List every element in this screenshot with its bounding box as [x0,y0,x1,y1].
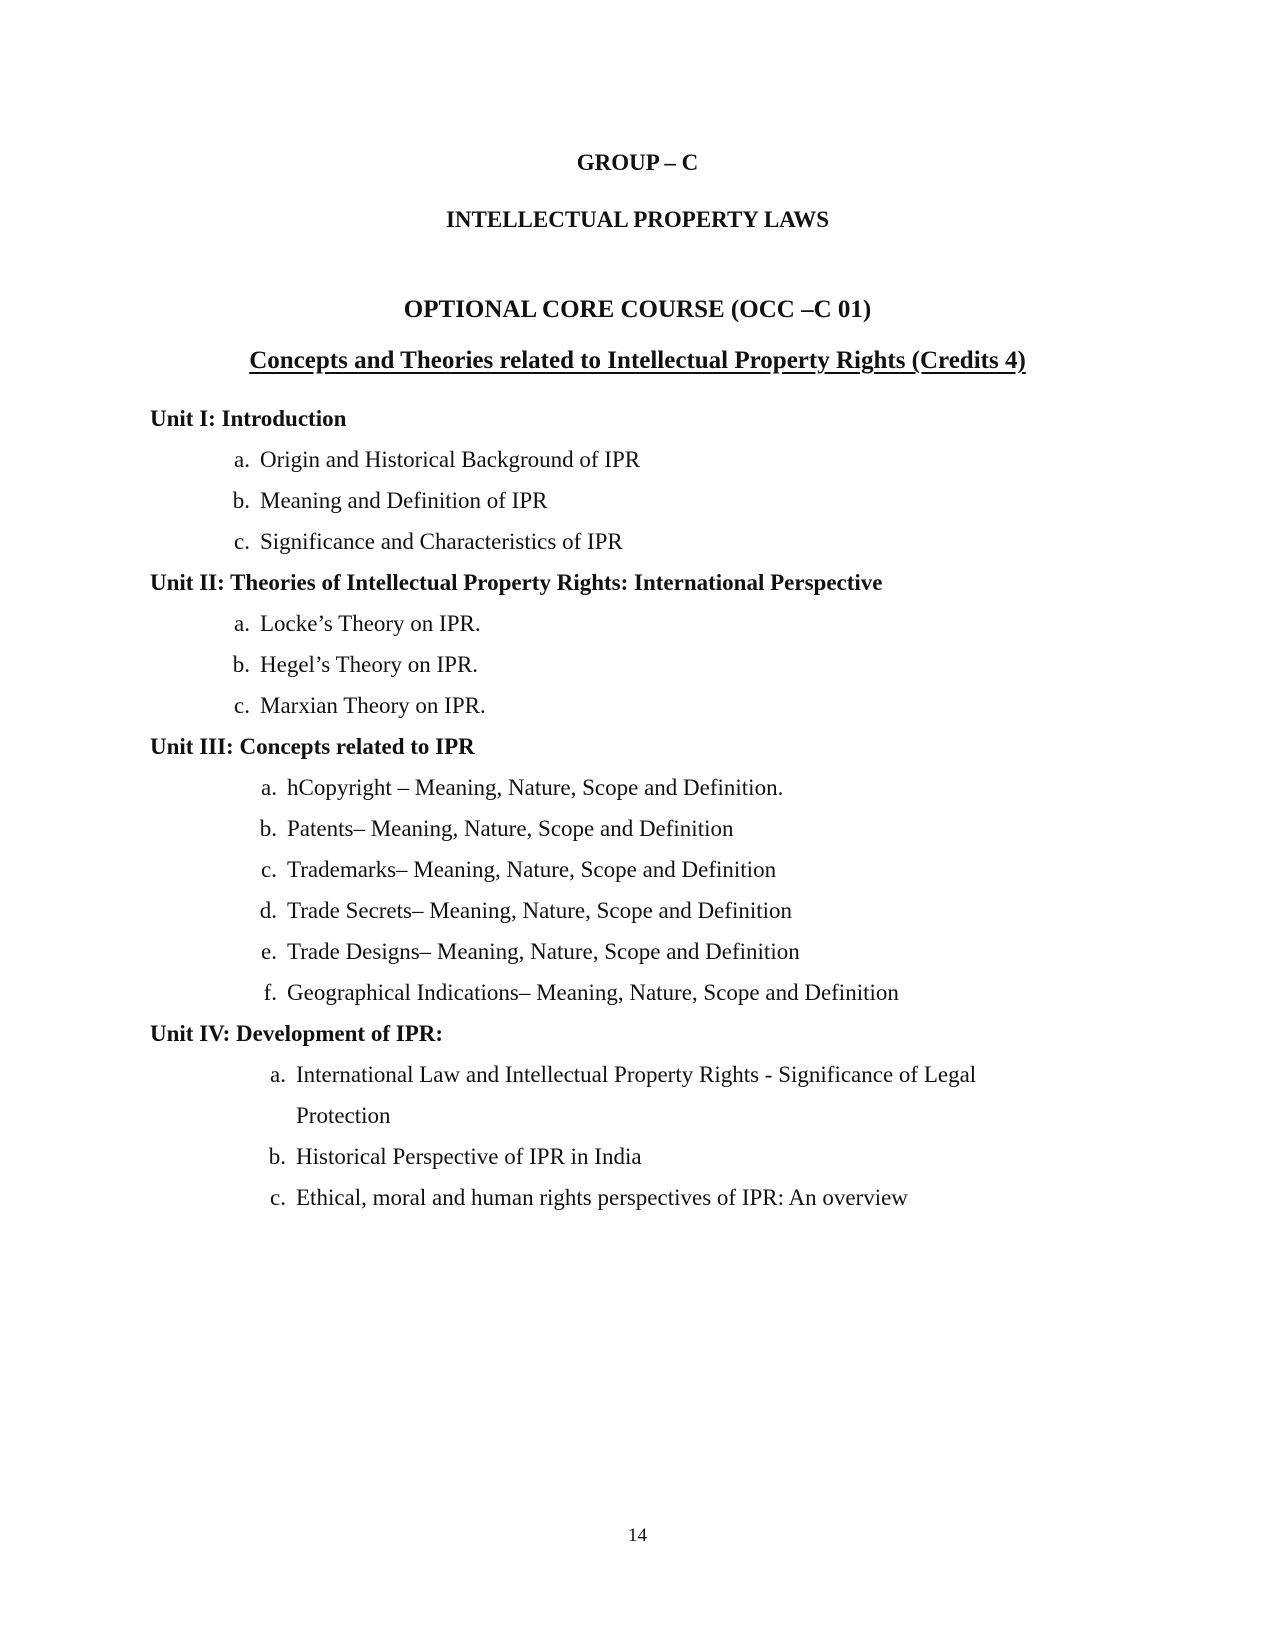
list-item-text: Locke’s Theory on IPR. [260,611,481,636]
subject-title: INTELLECTUAL PROPERTY LAWS [445,207,830,232]
list-marker: b. [232,652,250,677]
course-code-title: OPTIONAL CORE COURSE (OCC –C 01) [403,296,872,323]
list-marker: b. [259,816,277,841]
list-marker: a. [234,611,250,636]
list-marker: b. [232,488,250,513]
list-item-text: hCopyright – Meaning, Nature, Scope and Definition. [287,775,784,800]
list-item-text: Historical Perspective of IPR in India [296,1144,642,1169]
unit-heading-3: Unit III: Concepts related to IPR [150,734,475,759]
list-item-text: Patents– Meaning, Nature, Scope and Definition [287,816,734,841]
list-item-text: Trademarks– Meaning, Nature, Scope and Definition [287,857,777,882]
list-item-text: Hegel’s Theory on IPR. [260,652,479,677]
list-item-text: Trade Secrets– Meaning, Nature, Scope and Definition [287,898,793,923]
list-marker: c. [234,529,250,554]
unit-heading-4: Unit IV: Development of IPR: [150,1021,444,1046]
group-title: GROUP – C [576,150,699,175]
list-item-text: Geographical Indications– Meaning, Nature, Scope and Definition [287,980,899,1005]
page-number: 14 [628,1525,647,1546]
unit-heading-2: Unit II: Theories of Intellectual Property Rights: International Perspective [150,570,883,595]
list-marker: d. [259,898,277,923]
unit-heading-1: Unit I: Introduction [150,406,347,431]
list-marker: e. [261,939,277,964]
list-item-text: Protection [296,1103,391,1128]
list-item-text: Trade Designs– Meaning, Nature, Scope and Definition [287,939,800,964]
list-marker: a. [270,1062,286,1087]
list-item-text: Origin and Historical Background of IPR [260,447,641,472]
list-marker: c. [261,857,277,882]
list-item-text: Ethical, moral and human rights perspectives of IPR: An overview [296,1185,908,1210]
course-title: Concepts and Theories related to Intellectual Property Rights (Credits 4) [249,347,1026,374]
list-marker: c. [234,693,250,718]
list-marker: a. [234,447,250,472]
list-item-text: Significance and Characteristics of IPR [260,529,623,554]
list-item-text: International Law and Intellectual Property Rights - Significance of Legal [296,1062,977,1087]
list-marker: c. [270,1185,286,1210]
list-item-text: Marxian Theory on IPR. [260,693,486,718]
list-marker: a. [261,775,277,800]
list-marker: b. [268,1144,286,1169]
list-item-text: Meaning and Definition of IPR [260,488,548,513]
list-marker: f. [263,980,277,1005]
